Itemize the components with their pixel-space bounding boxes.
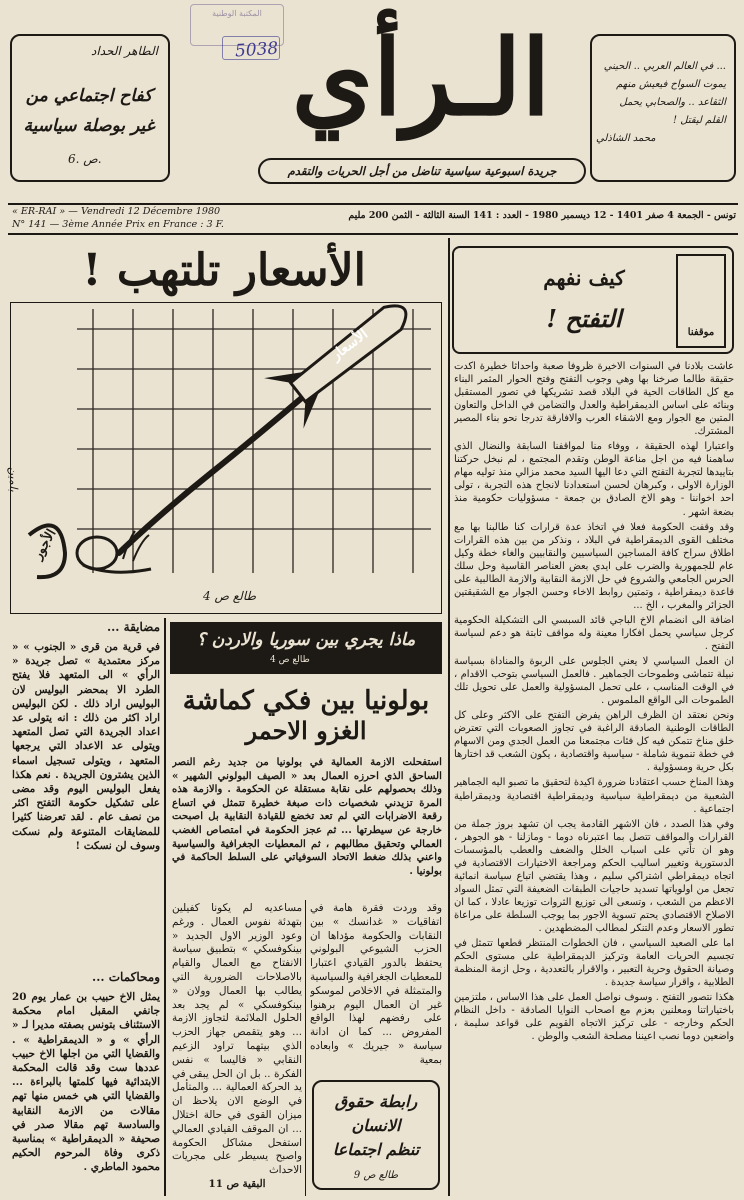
sidebar-text: في قرية من قرى « الجنوب » « مركز معتمدية » تصل جريدة « الرأي » الى المتعهد فلا يفتح الطرد الا بمحضر البوليس لان البوليس اراد ذلك . لكن البوليس اراد اكثر من ذلك : انه يتولى عد اعداد الجريدة التي تصل المتعهد ويتولى عد الاعداد التي يرجعها المتعهد ، ويتولى تسجيل اسماء الذين يشترون الجريدة . نعم هكذا يفعل البوليس اليوم وقد مضى على تشكيل حكومة التفتح اكثر من نصف عام . لقد تعرضنا كثيرا للمضايقات المتنوعة ولم نسكت وسوف لن نسكت ! xyxy=(12,641,160,852)
dateline-french-1: « ER-RAI » — Vendredi 12 Décembre 1980 xyxy=(12,206,221,217)
editorial-paragraph: ان العمل السياسي لا يعني الجلوس على الربوة والمناداة بسياسة نبيلة تتماشى وطموحات الجماهير . فالعمل السياسي بتوحب الاقدام ، في الوقت المناسب ، على تحمل المسؤولية والعمل على تحويل تلك الطموحات الى الواقع الملموس . xyxy=(454,656,734,707)
syria-banner xyxy=(170,622,442,674)
human-rights-box xyxy=(312,1080,440,1190)
dateline-bottom-rule xyxy=(8,233,738,235)
right-box-line: يموت السواح فيعيش منهم xyxy=(616,79,726,90)
poland-col-b xyxy=(172,902,302,1194)
sidebar-divider xyxy=(164,618,166,1196)
poland-headline-2: الغزو الاحمر xyxy=(245,716,367,745)
prices-cartoon xyxy=(6,302,442,614)
left-box-page-ref: ص .6. xyxy=(68,152,102,166)
dateline-french-2: N° 141 — 3ème Année Prix en France : 3 F. xyxy=(12,219,224,230)
right-box-signature: محمد الشاذلي xyxy=(596,133,656,144)
editorial-paragraph: هكذا نتصور التفتح . وسوف نواصل العمل على هذا الاساس ، ملتزمين باختياراتنا ومعلنين بعزم مع اصحاب النوايا الصادقة - داخل النظام الحكم وخارجه - على تركيز الاتجاه القويم على قواعد سليمة ، واضعين دوما نصب اعيننا مصلحة الشعب والوطن . xyxy=(454,992,734,1043)
dateline-top-rule xyxy=(8,203,738,205)
masthead-left-box xyxy=(10,34,170,182)
poland-col-b-text: مساعديه لم يكونا كفيلين بتهدئة نفوس العمال . ورغم وعود الوزير الاول الجديد « بينكوفسكي » بتطبيق سياسة الانفتاح مع العمال والقيام بالاصلاحات الضرورية التي يطالب بها العمال وولان « بينكوفسكي » لم يجد بعد الحلول الملائمة لتجاوز الازمة ... وهو يتقمص جهاز الحزب الذي بيتهما تراود الزعيم النقابي « فاليسا » نفس الفكرة .. بل ان الحل يبقى في يد الحركة العمالية ... والمتأمل في الوضع الان يلاحظ ان ميزان القوى في حالة اختلال ... ان الموقف القيادي العمالي استفحل مشاكل الحكومة واصبح يسيطر على مجريات الاحداث xyxy=(172,902,302,1177)
sidebar-title-2: ومحاكمات ... xyxy=(92,970,160,984)
left-box-label: الطاهر الحداد xyxy=(91,44,158,58)
poland-lead: استفحلت الازمة العمالية في بولونيا من جديد رغم النصر الساحق الذي احرزه العمال بعد « الصيف البولوني الشهير » وذلك بحصولهم على نقابة مستقلة عن الحكومة . والازمة هذه المرة تزيدني شخصيات ذات صبغة خطيرة تتمثل في اتساع رقعة الاضرابات التي لم تعد تخضع للقيادة النقابية بل اصبحت خارجة عن سيطرتها ... ثم عجز الحكومة في امتصاص الغضب العمالي وتحقيق مطالبهم ، ثم المعطيات الجغرافية والسياسية واعني بذلك ضغط الاتحاد السوفياتي على السلط الحاكمة في بولونيا . xyxy=(172,756,442,877)
rocket-label: الأسعار xyxy=(328,326,372,364)
editorial-paragraph: اضافة الى انضمام الاخ الباجي قائد السبسي الى التشكيلة الحكومية كرجل سياسي يحمل افكارا معينة وله مواقف ثابتة هو دعم لسياسة التفتح . xyxy=(454,614,734,652)
poland-col-a: وقد وردت فقرة هامة في اتفاقيات « غدانسك » بين النقابات والحكومة مؤداها ان الحزب الشيوعي البولوني يحتفظ بالدور القيادي اعتبارا للمعطيات الجغرافية والسياسية والمتمثلة في الاخلاص لموسكو غير ان العمال اليوم برهنوا على رفضهم لهذا الواقع المفروض ... كما ان ادانة سياسة « جيريك » وابعاده بمعية xyxy=(310,902,442,1066)
editorial-paragraph: واعتبارا لهذه الحقيقة ، ووفاء منا لمواقفنا السابقة والنضال الذي ساهمنا فيه من اجل مناعة الوطن وتقدم المجتمع ، لم نبخل حركتنا بتاييدها لتجربة التفتح التي دعا اليها السيد محمد مزالي منذ توليه مهام الوزارة الاولى ، وكبرهان لحسن استعدادنا لانجاح هذه التجربة ، تولى احد اخواننا - وهو الاخ الصادق بن جمعة - مسؤوليات حكومية منذ بضعة اشهر . xyxy=(454,441,734,518)
editorial-body xyxy=(454,360,734,1196)
masthead-subtitle xyxy=(258,158,586,184)
human-rights-line2: الانسان xyxy=(351,1116,401,1135)
editorial-paragraph: اما على الصعيد السياسي ، فان الخطوات المنتظر قطعها تتمثل في تجسيم الحريات العامة وتركيز الديمقراطية على مستوى الحكم وصيانة الحقوق وحرية التعبير ، والاقرار بالتعددية ، وحل ازمة المنظمة الطلابية ، واقرار سياسة جديدة . xyxy=(454,938,734,989)
prices-page-ref: طالع ص 4 xyxy=(203,589,257,603)
price-rocket-cartoon xyxy=(11,303,440,612)
right-box-text xyxy=(596,58,726,148)
column-divider xyxy=(448,238,450,1196)
right-box-line: ... في العالم العربي .. الحيني xyxy=(603,61,726,72)
human-rights-line1: رابطة حقوق xyxy=(334,1092,418,1111)
poland-col-divider xyxy=(305,900,306,1196)
editorial-paragraph: ونحن نعتقد ان الظرف الراهن يفرض التفتح على الاكثر وعلى كل الطاقات الوطنية الصادقة الراغبة في تجاوز الصعوبات التي تعترض خلق مناخ تتمكن فيه كل فئات مجتمعنا من العمل الجدي ومن الاسهام في خطة تنموية شاملة - سياسية واقتصادية ، يكون الشعب قد اختارها بكل حرية ومسؤولية . xyxy=(454,710,734,774)
syria-banner-text: ماذا يجري بين سوريا والاردن ؟ xyxy=(196,630,416,650)
poland-continued: البقية ص 11 xyxy=(208,1177,266,1190)
editorial-paragraph: وقد وقفت الحكومة فعلا في اتخاذ عدة قرارات كنا طالبنا بها مع مختلف القوى الديمقراطية في البلاد ، ونذكر من بين هذه القرارات اطلاق سراح كافة المساجين السياسيين والنقابيين والغاء خطة وكيل عام للجمهورية والضرب على ايدي بعض العناصر القاسية وحل سلك الحرس الجامعي والشروع في حل الازمة النقابية والازمة الطالبية على قاعدة ديمقراطية ، وتمتين روابط الاخاء وحسن الجوار مع الشقيقتين الجزائر والمغرب ، الخ ... xyxy=(454,521,734,611)
right-box-line: الثقاعد .. والصحابي يحمل xyxy=(619,97,726,108)
editorial-paragraph: وهذا المناخ حسب اعتقادنا ضرورة اكيدة لتحقيق ما تصبو اليه الجماهير الشعبية من ديمقراطية سياسية وديمقراطية اقتصادية وديمقراطية اجتماعية . xyxy=(454,777,734,815)
editorial-header-box xyxy=(452,246,734,354)
editorial-paragraph: عاشت بلادنا في السنوات الاخيرة ظروفا صعبة واحداثا خطيرة اكدت حقيقة طالما صرخنا بها وهي وجوب التفتح وفتح الحوار المثمر البناء مع كل الطاقات الحية في البلاد قصد تشريكها في تصور المستقبل وبنائه على اساس الديمقراطية والعدل والتضامن في الداخل والتعاون المتين مع الجوار ومع الاشقاء العرب والافارقة تدرجا نحو بناء المصير المشترك. xyxy=(454,361,734,438)
editorial-title-1: كيف نفهم xyxy=(543,266,625,290)
sidebar-title: مضايقة ... xyxy=(106,620,160,634)
prices-headline: الأسعار تلتهب ! xyxy=(82,245,366,296)
sidebar-text-2: يمثل الاخ حبيب بن عمار يوم 20 جانفي المقبل امام محكمة الاستئناف بتونس بصفته مديرا لـ « الرأي » و « الديمقراطية » . والقضايا التي من اجلها الاخ حبيب عددها ست وقد قالت المحكمة الابتدائية فيها كلمتها بالبراءة ... والقضايا التي هي خمس منها تهم مقالات من الازمة النقابية والسادسة تهم مقالا صدر في صحيفة « الديمقراطية » بمناسبة ذكرى وفاة المرحوم الحكيم محمود الماطري . xyxy=(12,991,160,1174)
artist-signature: بلمين xyxy=(6,467,20,492)
editorial-paragraph: وفي هذا الصدد ، فان الاشهر القادمة يجب ان تشهد بروز جملة من القرارات والمواقف تتصل بما اعتبرناه دوما - ومازلنا - هو الجوهر ، وهو ان تأتي على اسباب الخلل والضعف والعطب بالمؤسسات الدستورية وتغيير اساليب الحكم ومراجعة الاختيارات الاقتصادية في اتجاه ديمقراطي اشتراكي سليم ، وهذا يقتضي اتباع سياسة انمائية تجعل من اولوياتها تسديد حاجيات الطبقات الضعيفة التي تمثل السواد الاعظم من الشعب ، وتسعى الى توزيع الثروات توزيعا عادلا ، كما ان الاصلاح الاقتصادي يحتم تسوية الاجور بما يوجب السلطة على مراعاة تطور الاسعار وعدم التنكر لمطالب المضطهدين . xyxy=(454,818,734,934)
snail-label: الأجور xyxy=(30,526,60,563)
masthead-right-box xyxy=(590,34,736,182)
right-box-line: القلم ليقتل ! xyxy=(673,115,726,126)
masthead-title: الـرأي xyxy=(291,16,551,139)
left-box-line2: غير بوصلة سياسية xyxy=(23,116,155,136)
stamp-text: المكتبة الوطنية xyxy=(212,9,262,18)
poland-headline-1: بولونيا بين فكي كماشة xyxy=(182,686,430,716)
dateline-arabic: تونس - الجمعة 4 صفر 1401 - 12 ديسمبر 1980 - العدد : 141 السنة الثالثة - الثمن 200 مليم xyxy=(348,210,736,221)
syria-banner-ref: طالع ص 4 xyxy=(270,655,310,665)
editorial-title-2: التفتح ! xyxy=(546,304,622,333)
human-rights-ref: طالع ص 9 xyxy=(353,1170,399,1181)
human-rights-line3: تنظم اجتماعا xyxy=(332,1140,420,1159)
subtitle-text: جريدة اسبوعية سياسية تناضل من أجل الحريات والتقدم xyxy=(287,164,557,178)
editorial-kicker: موقفنا xyxy=(687,327,715,338)
left-box-line1: كفاح اجتماعي من xyxy=(25,86,153,106)
editorial-kicker-badge xyxy=(676,254,726,348)
archive-number: 5038 xyxy=(234,38,279,62)
